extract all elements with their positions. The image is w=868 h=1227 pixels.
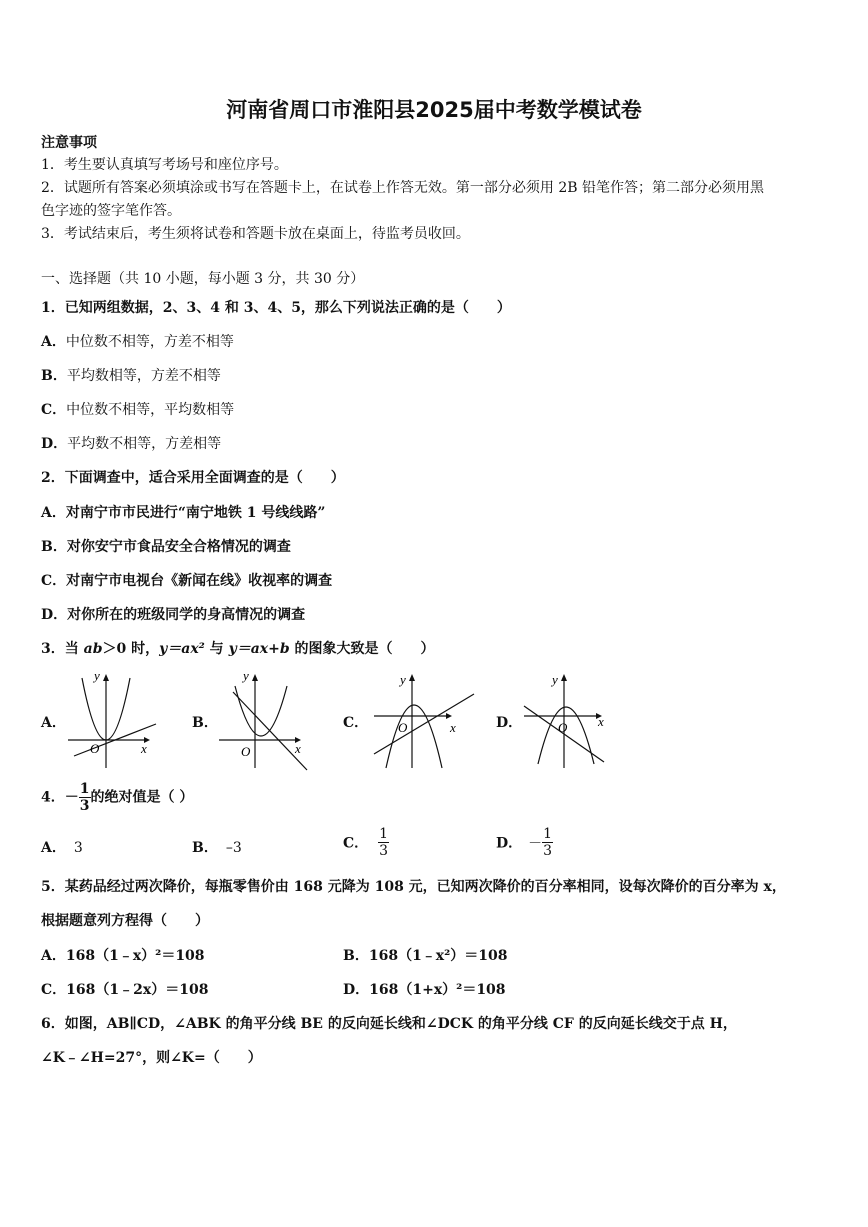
option-label: A． [41, 948, 66, 964]
question-3-stem [41, 638, 435, 658]
fraction-numerator: 1 [379, 826, 389, 842]
origin-label: O [241, 744, 251, 759]
option-text: 对你所在的班级同学的身高情况的调查 [67, 607, 306, 623]
question-5-stem-line2: 根据题意列方程得（ ） [41, 913, 209, 929]
stem-formula: y＝ax+b [228, 641, 290, 657]
q2-option-c [41, 570, 332, 590]
stem-text: 3．当 [41, 641, 84, 657]
q1-option-d [41, 433, 221, 453]
option-label: B． [343, 948, 369, 964]
graph-label-d: D． [496, 715, 523, 731]
option-text: 168（1﹣x）²＝108 [65, 948, 205, 964]
origin-label: O [90, 741, 100, 756]
q5-option-b [343, 945, 508, 965]
option-label: C． [41, 982, 67, 998]
stem-text: 与 [204, 641, 229, 657]
graph-d [520, 664, 630, 774]
option-label: B． [192, 840, 218, 856]
question-1-stem: 1．已知两组数据，2、3、4 和 3、4、5，那么下列说法正确的是（ ） [41, 300, 511, 316]
fraction-numerator: 1 [79, 781, 90, 797]
stem-minus: － [64, 789, 79, 806]
option-label: B． [41, 368, 67, 384]
graph-label-c: C． [343, 715, 369, 731]
option-label: A． [41, 840, 66, 856]
notice-item: 3．考试结束后，考生须将试卷和答题卡放在桌面上，待监考员收回。 [41, 226, 470, 242]
option-text: 中位数不相等，方差不相等 [65, 334, 234, 350]
axis-x-label: x [598, 714, 604, 729]
origin-label: O [398, 720, 408, 735]
graph-a [64, 664, 164, 774]
q5-option-c [41, 979, 208, 999]
axis-x-label: x [141, 741, 147, 756]
option-label: C． [343, 835, 369, 852]
option-text: 对南宁市电视台《新闻在线》收视率的调查 [66, 573, 333, 589]
graph-b [215, 664, 315, 774]
stem-var: ab [83, 641, 103, 657]
q1-option-c [41, 399, 234, 419]
question-6-stem-line2: ∠K﹣∠H=27°，则∠K=（ ） [41, 1050, 262, 1066]
q4-option-d [496, 826, 553, 859]
section-heading: 一、选择题（共 10 小题，每小题 3 分，共 30 分） [41, 271, 365, 287]
question-6-stem-line1: 6．如图，AB∥CD，∠ABK 的角平分线 BE 的反向延长线和∠DCK 的角平分线 CF 的反向延长线交于点 H， [41, 1016, 737, 1032]
option-text: 168（1﹣2x）＝108 [66, 982, 209, 998]
option-text: 对你安宁市食品安全合格情况的调查 [66, 539, 291, 555]
question-4-stem [41, 781, 193, 814]
q4-option-b [192, 837, 242, 857]
option-text: 对南宁市市民进行“南宁地铁 1 号线线路” [65, 505, 326, 521]
q5-option-a [41, 945, 205, 965]
option-label: A． [41, 505, 66, 521]
option-text: 3 [73, 840, 83, 856]
notice-item: 1．考生要认真填写考场号和座位序号。 [41, 157, 288, 173]
question-2-stem: 2．下面调查中，适合采用全面调查的是（ ） [41, 470, 345, 486]
option-minus: － [528, 835, 543, 852]
axis-y-label: y [400, 672, 406, 687]
q1-option-a [41, 331, 234, 351]
axis-y-label: y [243, 668, 249, 683]
fraction [542, 826, 553, 859]
fraction-denominator: 3 [543, 843, 553, 859]
stem-text: 的绝对值是（ ） [90, 789, 194, 806]
axis-y-label: y [552, 672, 558, 687]
option-label: D． [343, 982, 370, 998]
fraction-denominator: 3 [79, 798, 90, 814]
axis-x-label: x [295, 741, 301, 756]
page-title: 河南省周口市淮阳县2025届中考数学模试卷 [226, 98, 642, 122]
option-label: D． [41, 607, 68, 623]
graph-label-b: B． [192, 715, 218, 731]
option-text: 平均数相等，方差不相等 [66, 368, 221, 384]
option-text: –3 [225, 840, 242, 856]
option-label: C． [41, 573, 67, 589]
graph-label-a: A． [41, 715, 66, 731]
option-text: 平均数不相等，方差相等 [67, 436, 222, 452]
notice-item: 色字迹的签字笔作答。 [41, 203, 181, 219]
option-text: 中位数不相等，平均数相等 [66, 402, 235, 418]
option-label: D． [41, 436, 68, 452]
option-label: C． [41, 402, 67, 418]
axis-x-label: x [450, 720, 456, 735]
option-label: D． [496, 835, 523, 852]
option-label: A． [41, 334, 66, 350]
stem-text: ＞0 时， [102, 641, 160, 657]
notice-item: 2．试题所有答案必须填涂或书写在答题卡上，在试卷上作答无效。第一部分必须用 2B 铅笔作答；第二部分必须用黑 [41, 180, 764, 196]
stem-text: 4． [41, 789, 65, 806]
fraction-numerator: 1 [543, 826, 553, 842]
option-text: 168（1﹣x²）＝108 [368, 948, 508, 964]
fraction [378, 826, 389, 859]
fraction-denominator: 3 [379, 843, 389, 859]
graph-c [370, 664, 480, 774]
stem-text: 的图象大致是（ ） [289, 641, 435, 657]
q1-option-b [41, 365, 221, 385]
origin-label: O [558, 720, 568, 735]
option-label: B． [41, 539, 67, 555]
axis-y-label: y [94, 668, 100, 683]
question-5-stem-line1: 5．某药品经过两次降价，每瓶零售价由 168 元降为 108 元，已知两次降价的百分率相同，设每次降价的百分率为 x， [41, 879, 786, 895]
fraction [79, 781, 91, 814]
q5-option-d [343, 979, 506, 999]
q2-option-d [41, 604, 305, 624]
q4-option-c [343, 826, 389, 859]
q2-option-a [41, 502, 325, 522]
option-text: 168（1+x）²＝108 [369, 982, 506, 998]
q4-option-a [41, 837, 83, 857]
notice-heading: 注意事项 [41, 135, 97, 151]
stem-formula: y＝ax² [159, 641, 205, 657]
q2-option-b [41, 536, 291, 556]
